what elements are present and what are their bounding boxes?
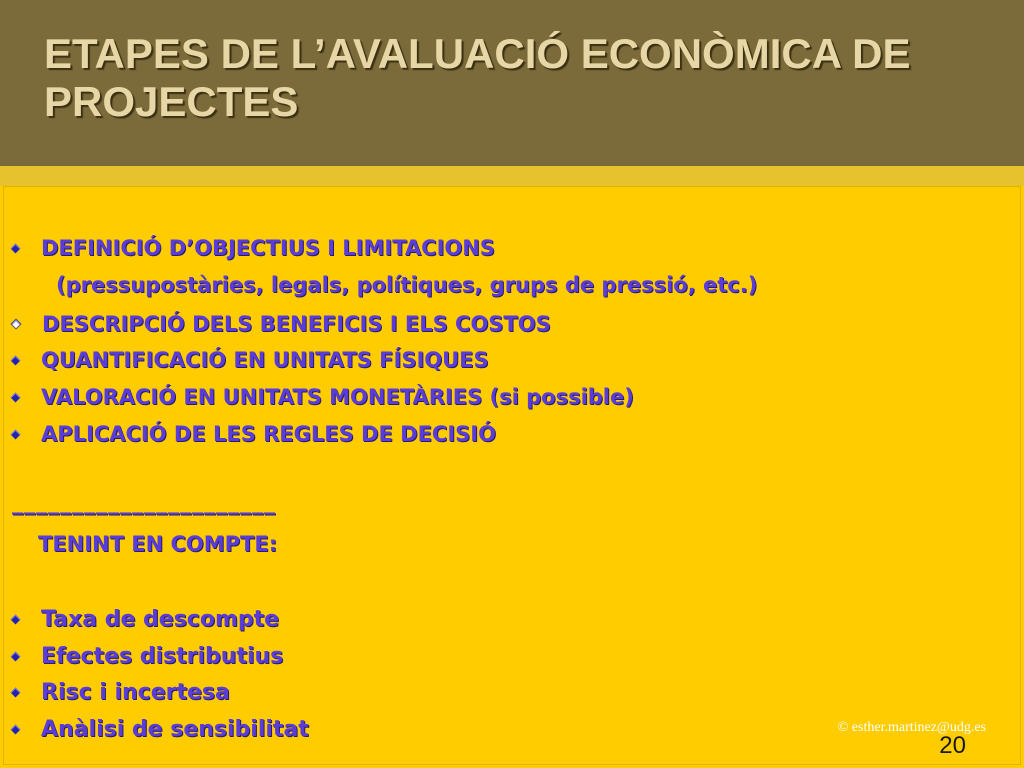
step-text: DESCRIPCIÓ DELS BENEFICIS I ELS COSTOS: [42, 312, 551, 336]
step-text: VALORACIÓ EN UNITATS MONETÀRIES (si possible): [41, 385, 634, 409]
diamond-bullet-icon: [11, 724, 21, 734]
considerations-heading: TENINT EN COMPTE:: [38, 532, 278, 556]
header-band: [0, 166, 1024, 186]
diamond-bullet-icon: [11, 392, 21, 402]
diamond-bullet-icon: [11, 429, 21, 439]
diamond-bullet-icon: [11, 651, 21, 661]
list-item: [12, 344, 489, 376]
slide-title: ETAPES DE L’AVALUACIÓ ECONÒMICA DE PROJECTES: [44, 30, 911, 125]
list-item: [12, 676, 230, 708]
step-note: (pressupostàries, legals, polítiques, grups de pressió, etc.): [56, 273, 758, 297]
list-item: [12, 232, 495, 264]
step-text: QUANTIFICACIÓ EN UNITATS FÍSIQUES: [41, 348, 489, 372]
list-item: [12, 381, 634, 413]
list-item: [12, 418, 496, 450]
page-number: 20: [939, 732, 966, 759]
consideration-text: Efectes distributius: [41, 643, 284, 669]
copyright-text: © esther.martinez@udg.es: [837, 720, 986, 735]
consideration-text: Taxa de descompte: [41, 606, 280, 632]
list-item: [12, 308, 551, 340]
step-text: DEFINICIÓ D’OBJECTIUS I LIMITACIONS: [41, 236, 495, 260]
list-item: [12, 640, 283, 672]
diamond-bullet-icon: [11, 243, 21, 253]
consideration-text: Risc i incertesa: [41, 679, 230, 705]
consideration-text: Anàlisi de sensibilitat: [41, 716, 309, 742]
list-item: [12, 713, 309, 745]
diamond-bullet-icon: [11, 614, 21, 624]
step-text: APLICACIÓ DE LES REGLES DE DECISIÓ: [41, 422, 496, 446]
diamond-bullet-icon: [11, 355, 21, 365]
list-item: [12, 603, 279, 635]
diamond-bullet-icon: [10, 318, 21, 329]
diamond-bullet-icon: [11, 687, 21, 697]
separator-line: ______________________: [12, 490, 276, 515]
